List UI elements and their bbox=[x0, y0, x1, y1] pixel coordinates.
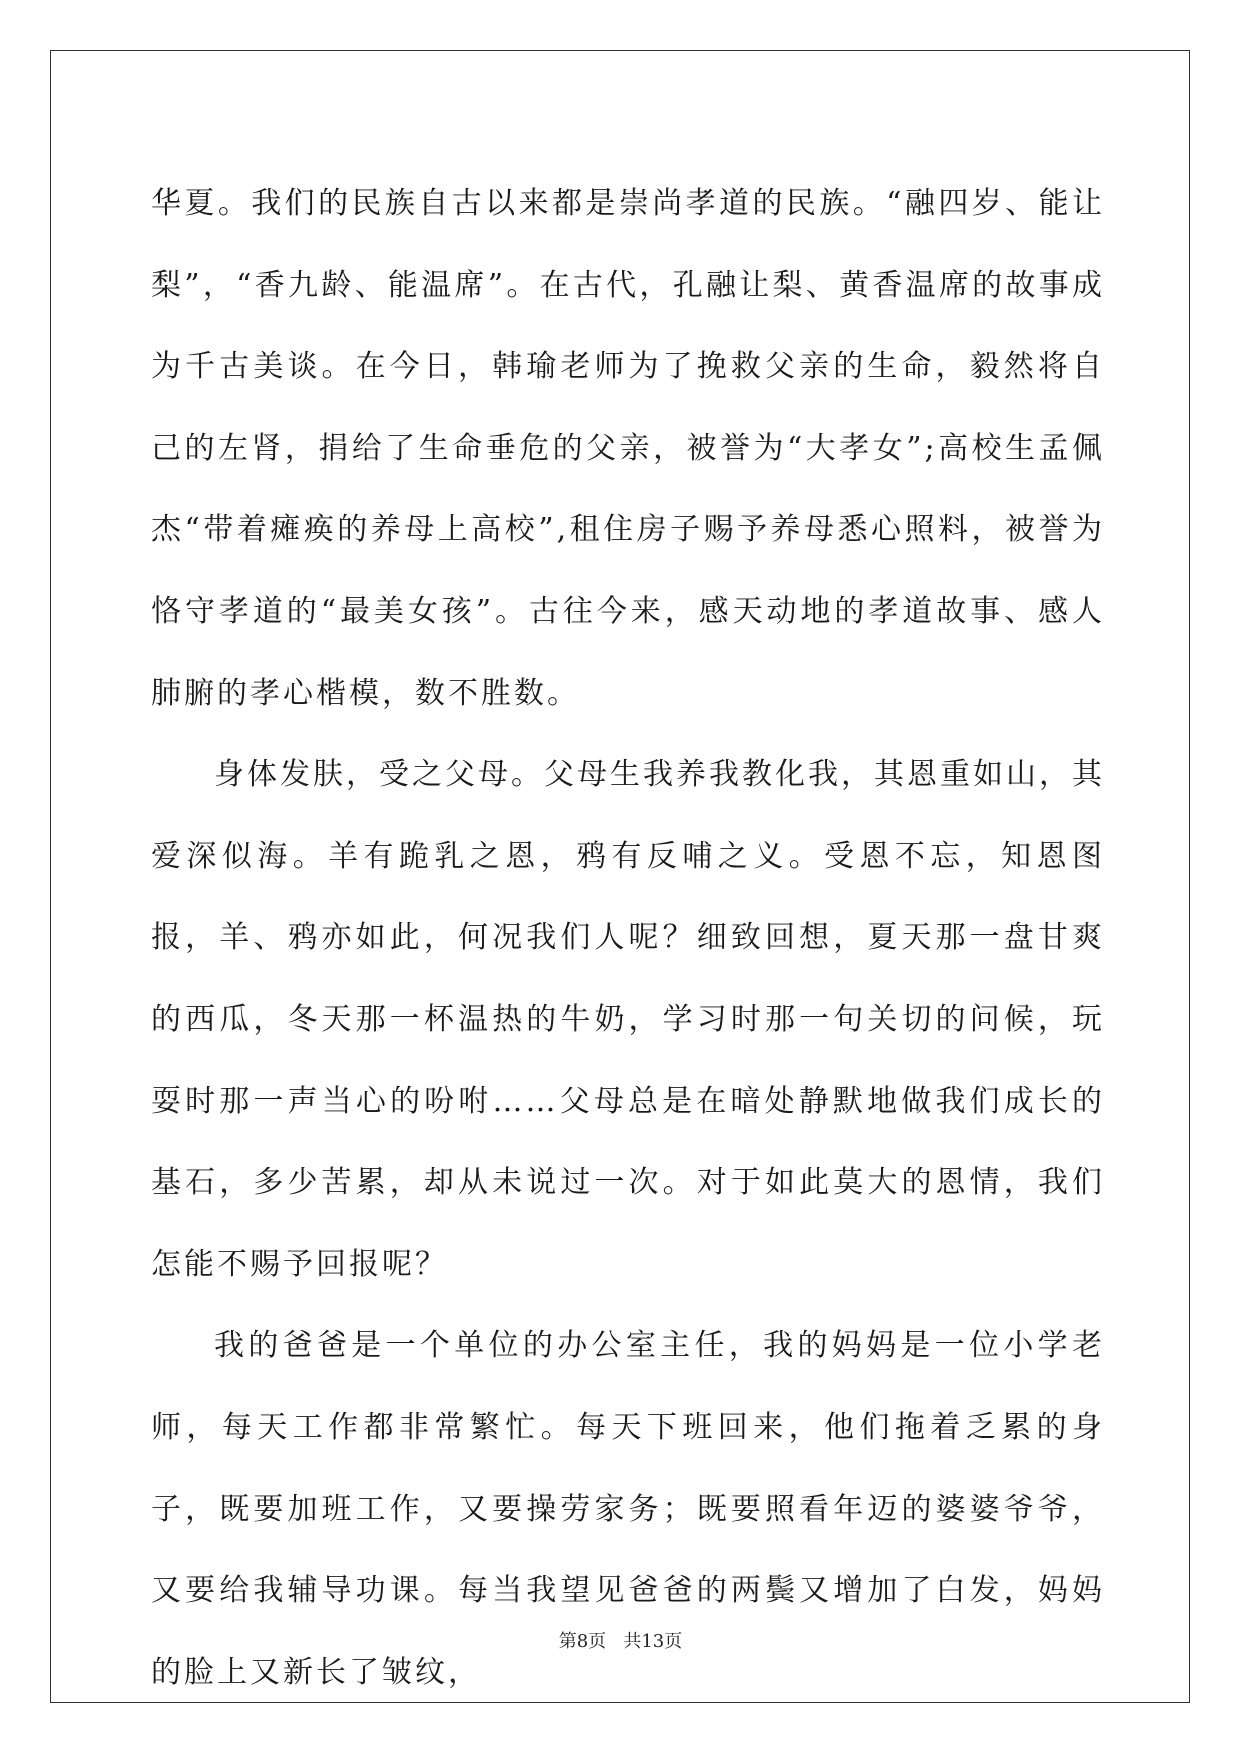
page-total: 共13页 bbox=[623, 1631, 683, 1652]
page-footer bbox=[0, 1627, 1241, 1653]
paragraph-2: 身体发肤，受之父母。父母生我养我教化我，其恩重如山，其爱深似海。羊有跪乳之恩，鸦有反哺之义。受恩不忘，知恩图报，羊、鸦亦如此，何况我们人呢？细致回想，夏天那一盘甘爽的西瓜，冬天那一杯温热的牛奶，学习时那一句关切的问候，玩耍时那一声当心的吩咐……父母总是在暗处静默地做我们成长的基石，多少苦累，却从未说过一次。对于如此莫大的恩情，我们怎能不赐予回报呢？ bbox=[151, 757, 1105, 1282]
paragraph-1: 华夏。我们的民族自古以来都是崇尚孝道的民族。“融四岁、能让梨”，“香九龄、能温席”。在古代，孔融让梨、黄香温席的故事成为千古美谈。在今日，韩瑜老师为了挽救父亲的生命，毅然将自己的左肾，捐给了生命垂危的父亲，被誉为“大孝女”;高校生孟佩杰“带着瘫痪的养母上高校”,租住房子赐予养母悉心照料，被誉为恪守孝道的“最美女孩”。古往今来，感天动地的孝道故事、感人肺腑的孝心楷模，数不胜数。 bbox=[151, 186, 1105, 711]
page-number: 第8页 bbox=[558, 1631, 607, 1652]
document-body bbox=[151, 163, 1105, 1713]
paragraph-3: 我的爸爸是一个单位的办公室主任，我的妈妈是一位小学老师，每天工作都非常繁忙。每天下班回来，他们拖着乏累的身子，既要加班工作，又要操劳家务；既要照看年迈的婆婆爷爷，又要给我辅导功课。每当我望见爸爸的两鬓又增加了白发，妈妈的脸上又新长了皱纹， bbox=[151, 1328, 1105, 1690]
